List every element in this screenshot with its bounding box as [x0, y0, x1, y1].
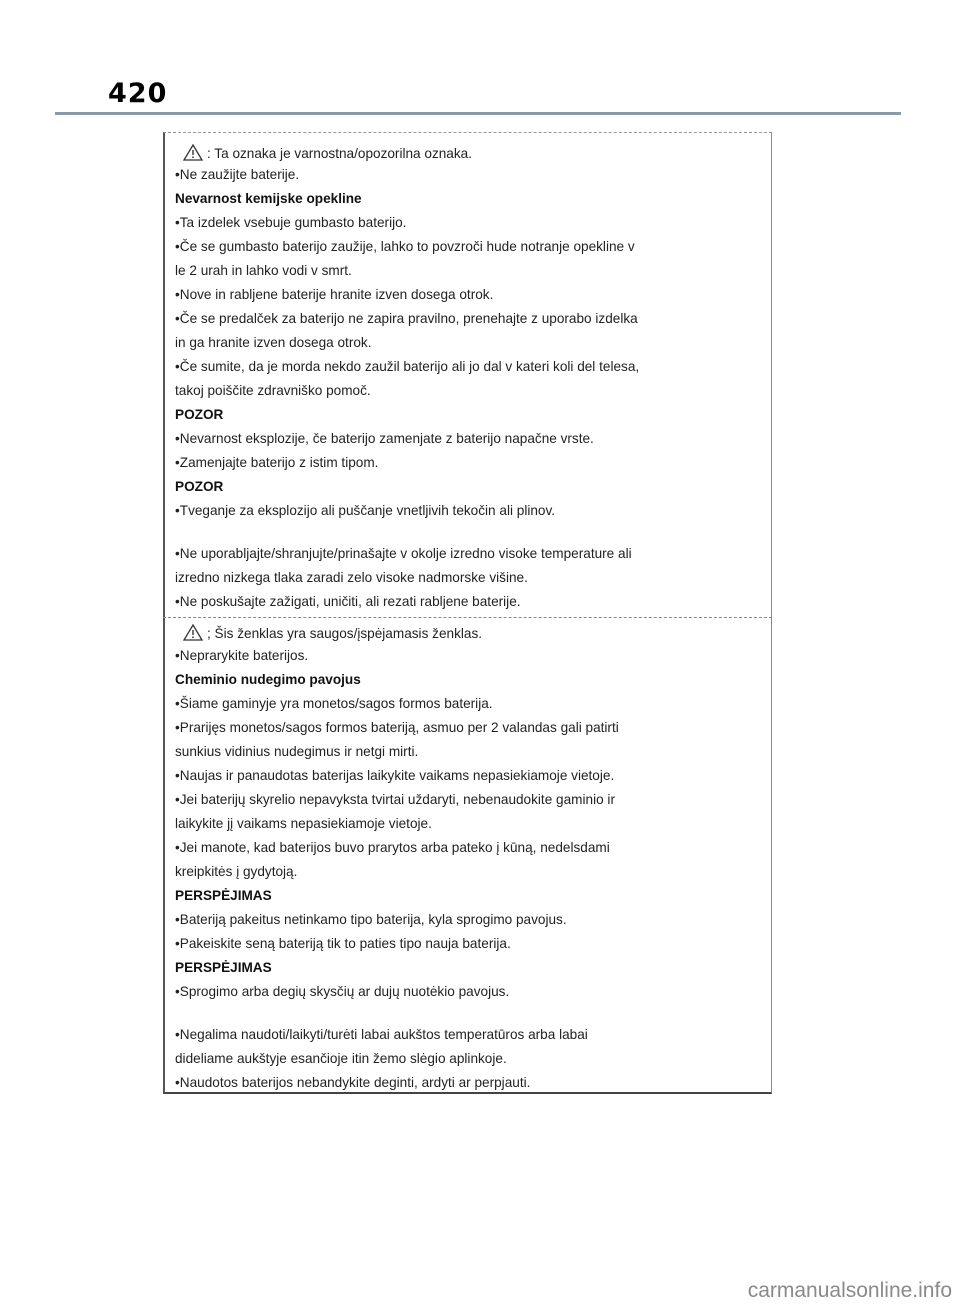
sl-icon-note [183, 144, 472, 161]
lt-line: •Prarijęs monetos/sagos formos bateriją, asmuo per 2 valandas gali patirti [175, 720, 619, 735]
lt-line: kreipkitės į gydytoją. [175, 864, 298, 879]
sl-line: •Ne uporabljajte/shranjujte/prinašajte v okolje izredno visoke temperature ali [175, 546, 632, 561]
lt-line: •Neprarykite baterijos. [175, 648, 309, 663]
sl-line: •Ne zaužijte baterije. [175, 167, 300, 182]
sl-line: in ga hranite izven dosega otrok. [175, 335, 372, 350]
lt-icon-note [183, 624, 482, 641]
warning-triangle-icon [183, 144, 203, 161]
lt-heading-perspejimas: PERSPĖJIMAS [175, 960, 272, 975]
sl-line: •Nevarnost eksplozije, če baterijo zamenjate z baterijo napačne vrste. [175, 431, 594, 446]
section-divider [163, 617, 772, 618]
sl-line: •Če sumite, da je morda nekdo zaužil baterijo ali jo dal v kateri koli del telesa, [175, 359, 640, 374]
sl-line: takoj poiščite zdravniško pomoč. [175, 383, 371, 398]
sl-line: izredno nizkega tlaka zaradi zelo visoke nadmorske višine. [175, 570, 528, 585]
lt-line: •Jei manote, kad baterijos buvo prarytos arba pateko į kūną, nedelsdami [175, 840, 610, 855]
lt-line: •Pakeiskite seną bateriją tik to paties tipo nauja baterija. [175, 936, 511, 951]
sl-line: •Ne poskušajte zažigati, uničiti, ali rezati rabljene baterije. [175, 594, 521, 609]
lt-line: sunkius vidinius nudegimus ir netgi mirti. [175, 744, 419, 759]
lt-line: •Sprogimo arba degių skysčių ar dujų nuotėkio pavojus. [175, 984, 510, 999]
lt-line: •Naudotos baterijos nebandykite deginti, ardyti ar perpjauti. [175, 1075, 531, 1090]
sl-heading: Nevarnost kemijske opekline [175, 191, 362, 206]
sl-heading-pozor: POZOR [175, 479, 224, 494]
page-number: 420 [108, 78, 168, 109]
lt-line: •Naujas ir panaudotas baterijas laikykite vaikams nepasiekiamoje vietoje. [175, 768, 615, 783]
sl-line: •Nove in rabljene baterije hranite izven dosega otrok. [175, 287, 494, 302]
lt-heading: Cheminio nudegimo pavojus [175, 672, 361, 687]
sl-icon-note-text: : Ta oznaka je varnostna/opozorilna oznaka. [207, 146, 472, 161]
sl-line: •Zamenjajte baterijo z istim tipom. [175, 455, 379, 470]
lt-line: •Bateriją pakeitus netinkamo tipo baterija, kyla sprogimo pavojus. [175, 912, 567, 927]
sl-line: •Tveganje za eksplozijo ali puščanje vnetljivih tekočin ali plinov. [175, 503, 556, 518]
lt-line: •Jei baterijų skyrelio nepavyksta tvirtai uždaryti, nebenaudokite gaminio ir [175, 792, 615, 807]
sl-line: •Če se predalček za baterijo ne zapira pravilno, prenehajte z uporabo izdelka [175, 311, 638, 326]
lt-line: dideliame aukštyje esančioje itin žemo slėgio aplinkoje. [175, 1051, 507, 1066]
site-watermark[interactable]: carmanualsonline.info [747, 1279, 952, 1302]
lt-line: laikykite jį vaikams nepasiekiamoje vietoje. [175, 816, 432, 831]
warning-triangle-icon [183, 624, 203, 641]
sl-line: •Če se gumbasto baterijo zaužije, lahko to povzroči hude notranje opekline v [175, 239, 635, 254]
lt-line: •Negalima naudoti/laikyti/turėti labai aukštos temperatūros arba labai [175, 1027, 588, 1042]
lt-heading-perspejimas: PERSPĖJIMAS [175, 888, 272, 903]
lt-icon-note-text: ; Šis ženklas yra saugos/įspėjamasis ženklas. [207, 626, 483, 641]
lt-line: •Šiame gaminyje yra monetos/sagos formos baterija. [175, 696, 493, 711]
sl-line: •Ta izdelek vsebuje gumbasto baterijo. [175, 215, 407, 230]
header-rule [55, 112, 901, 115]
sl-line: le 2 urah in lahko vodi v smrt. [175, 263, 352, 278]
sl-heading-pozor: POZOR [175, 407, 224, 422]
